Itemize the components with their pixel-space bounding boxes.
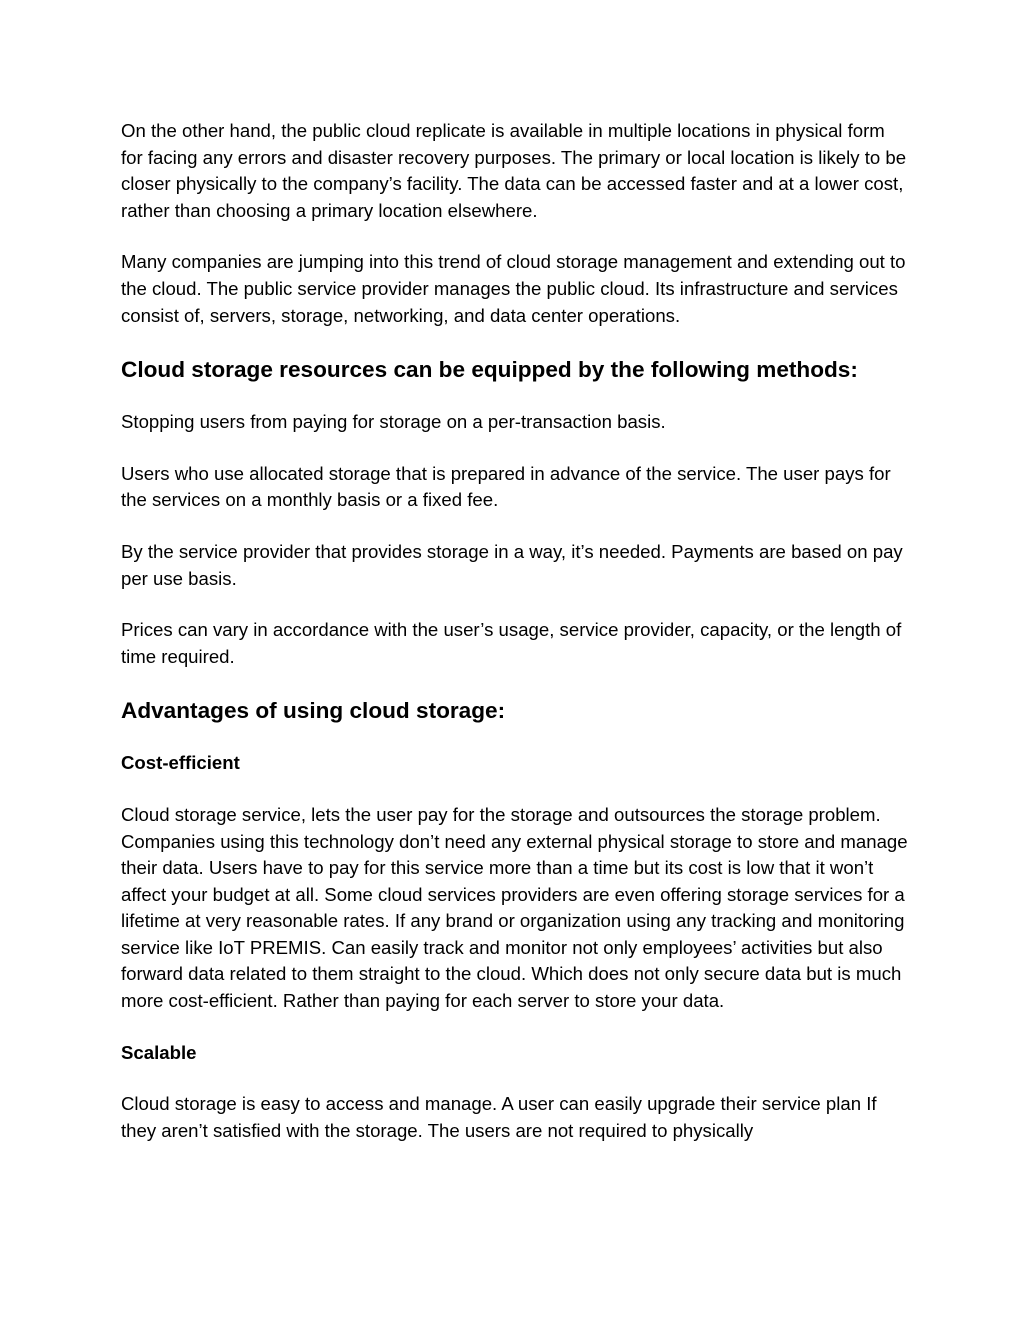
- subheading-scalable: Scalable: [121, 1041, 197, 1063]
- document-page: [121, 118, 911, 1144]
- heading-storage-methods: Cloud storage resources can be equipped by the following methods:: [121, 357, 858, 383]
- heading-advantages: Advantages of using cloud storage:: [121, 698, 506, 724]
- subheading-cost-efficient: Cost-efficient: [121, 752, 240, 774]
- paragraph-cost-efficient: Cloud storage service, lets the user pay for the storage and outsources the storage problem. Companies using this technology don’t need any external physical storage to store and manage their data. Users have to pay for this service more than a time but its cost is low that it won’t affect your budget at all. Some cloud services providers are even offering storage services for a lifetime at very reasonable rates. If any brand or organization using any tracking and monitoring service like IoT PREMIS. Can easily track and monitor not only employees’ activities but also forward data related to them straight to the cloud. Which does not only secure data but is much more cost-efficient. Rather than paying for each server to store your data.: [121, 803, 908, 1012]
- paragraph-public-cloud-replicate: On the other hand, the public cloud replicate is available in multiple locations in physical form for facing any errors and disaster recovery purposes. The primary or local location is likely to be closer physically to the company’s facility. The data can be accessed faster and at a lower cost, rather than choosing a primary location elsewhere.: [121, 120, 907, 221]
- paragraph-scalable: Cloud storage is easy to access and manage. A user can easily upgrade their service plan If they aren’t satisfied with the storage. The users are not required to physically: [121, 1093, 877, 1141]
- paragraph-method-allocated-storage: Users who use allocated storage that is prepared in advance of the service. The user pays for the services on a monthly basis or a fixed fee.: [121, 462, 891, 511]
- paragraph-method-per-transaction: Stopping users from paying for storage on a per-transaction basis.: [121, 411, 666, 433]
- paragraph-method-prices-vary: Prices can vary in accordance with the user’s usage, service provider, capacity, or the length of time required.: [121, 619, 902, 667]
- paragraph-companies-trend: Many companies are jumping into this trend of cloud storage management and extending out to the cloud. The public service provider manages the public cloud. Its infrastructure and services consist of, servers, storage, networking, and data center operations.: [121, 251, 906, 326]
- paragraph-method-pay-per-use: By the service provider that provides storage in a way, it’s needed. Payments are based on pay per use basis.: [121, 540, 903, 589]
